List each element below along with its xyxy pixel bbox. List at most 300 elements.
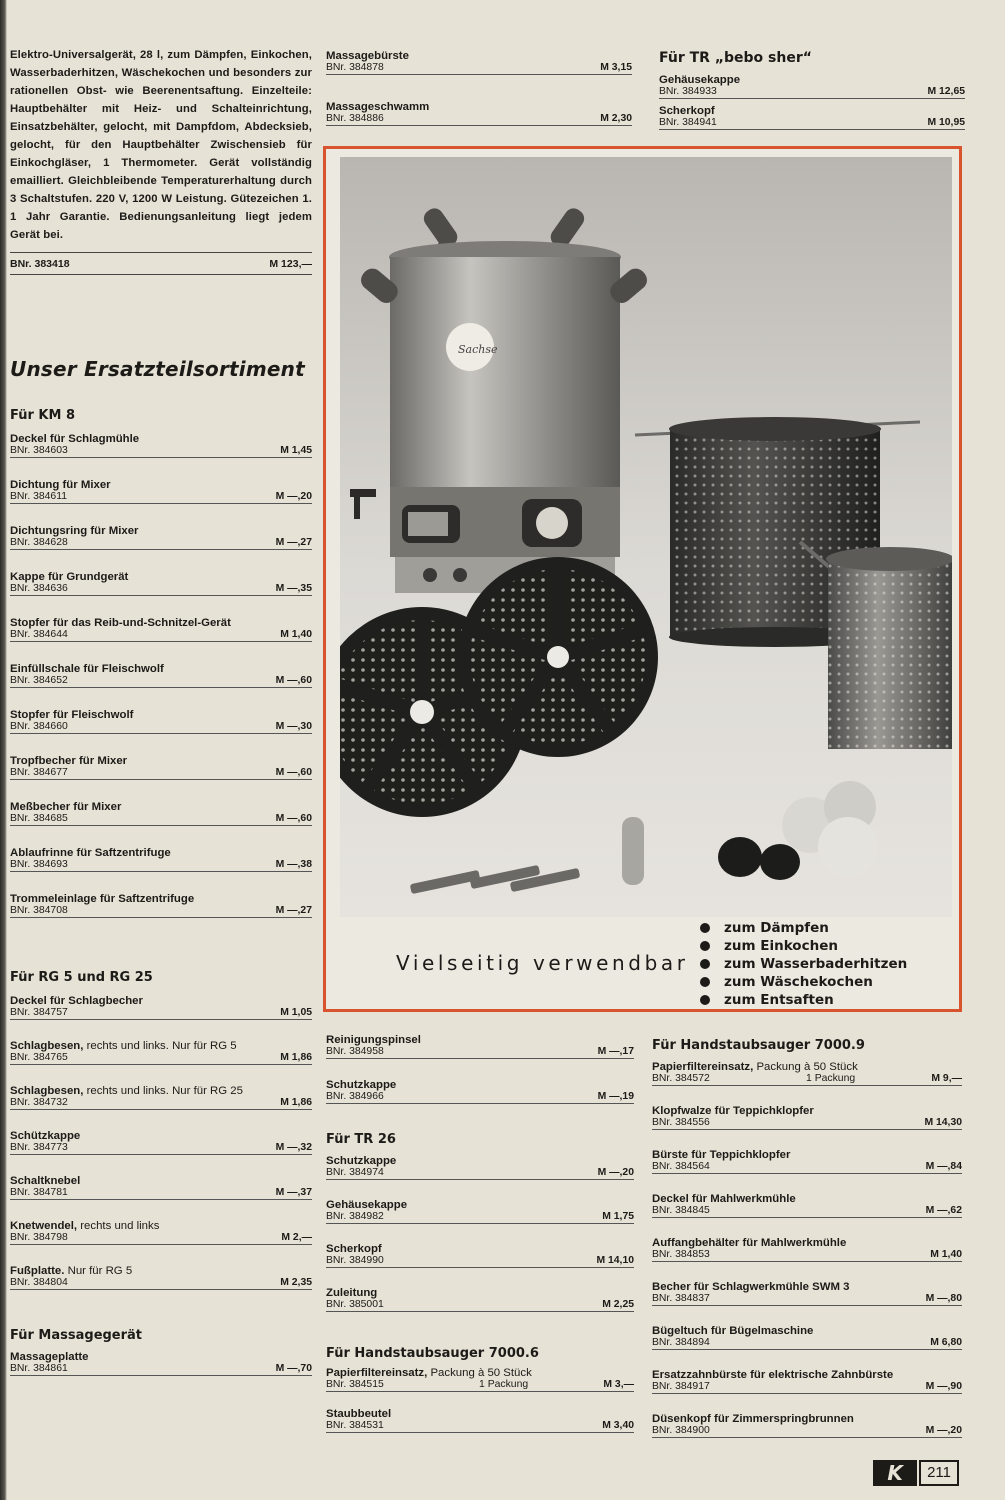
item-order-row <box>10 1363 312 1375</box>
use-item <box>700 937 907 955</box>
order-number: BNr. 384886 <box>326 113 384 124</box>
item-name-text: Kappe für Grundgerät <box>10 571 129 583</box>
list-item <box>10 755 312 780</box>
item-order-row <box>326 113 632 125</box>
item-name-text: Reinigungspinsel <box>326 1034 421 1046</box>
item-note: rechts und links. Nur für RG 25 <box>83 1085 243 1097</box>
group-list-tr26 <box>326 1155 634 1312</box>
order-number: BNr. 384861 <box>10 1363 68 1374</box>
price: M 2,35 <box>280 1277 312 1288</box>
price: M 3,15 <box>600 62 632 73</box>
price: M 3,— <box>603 1379 634 1390</box>
order-number: BNr. 384644 <box>10 629 68 640</box>
price: M 1,45 <box>280 445 312 456</box>
item-name-text: Schutzkappe <box>326 1079 397 1091</box>
bullet-icon <box>700 995 710 1005</box>
price: M —,20 <box>925 1425 962 1436</box>
item-name-text: Einfüllschale für Fleischwolf <box>10 663 164 675</box>
main-pot <box>350 205 651 593</box>
item-order-row <box>652 1425 962 1437</box>
item-name <box>652 1193 962 1205</box>
order-number: BNr. 384765 <box>10 1052 68 1063</box>
order-number: BNr. 384628 <box>10 537 68 548</box>
group-list-7000-9 <box>652 1061 962 1438</box>
price: M 2,— <box>281 1232 312 1243</box>
order-number: BNr. 384798 <box>10 1232 68 1243</box>
price: M 1,40 <box>930 1249 962 1260</box>
item-order-row <box>326 1211 634 1223</box>
order-number: BNr. 384990 <box>326 1255 384 1266</box>
right-top-column <box>659 50 965 130</box>
order-number: BNr. 384982 <box>326 1211 384 1222</box>
price: M —,27 <box>275 537 312 548</box>
order-number: BNr. 384933 <box>659 86 717 97</box>
item-name <box>10 617 312 629</box>
item-order-row <box>10 767 312 779</box>
item-order-row <box>326 1091 634 1103</box>
item-order-row <box>326 1420 634 1432</box>
list-item <box>652 1325 962 1350</box>
group-list-rg <box>10 995 312 1290</box>
list-item <box>652 1149 962 1174</box>
list-item <box>10 1265 312 1290</box>
pack-size: 1 Packung <box>479 1379 529 1390</box>
item-name-text: Massagebürste <box>326 50 409 62</box>
pot-label: Sachse <box>458 343 498 356</box>
list-item <box>10 893 312 918</box>
item-name-text: Ersatzzahnbürste für elektrische Zahnbürste <box>652 1369 894 1381</box>
item-order-row <box>652 1161 962 1173</box>
order-number: BNr. 384781 <box>10 1187 68 1198</box>
item-name-text: Dichtung für Mixer <box>10 479 111 491</box>
group-list-massage <box>10 1351 312 1376</box>
use-text: zum Wäschekochen <box>724 974 873 990</box>
item-name <box>326 1408 634 1420</box>
order-number: BNr. 384515 <box>326 1379 384 1390</box>
list-item <box>10 1130 312 1155</box>
item-name <box>652 1237 962 1249</box>
item-name <box>10 847 312 859</box>
item-name-text: Schaltknebel <box>10 1175 81 1187</box>
price: M —,60 <box>275 813 312 824</box>
order-number: BNr. 384941 <box>659 117 717 128</box>
price: M 1,05 <box>280 1007 312 1018</box>
page-marker <box>873 1460 959 1486</box>
price: M 3,40 <box>602 1420 634 1431</box>
list-item <box>326 1287 634 1312</box>
use-text: zum Wasserbaderhitzen <box>724 956 908 972</box>
item-name <box>10 801 312 813</box>
item-name <box>10 995 312 1007</box>
item-order-row <box>659 117 965 129</box>
item-order-row <box>659 86 965 98</box>
item-order-row <box>326 62 632 74</box>
item-order-row <box>10 1142 312 1154</box>
item-order-row <box>326 1255 634 1267</box>
item-order-row <box>10 675 312 687</box>
group-list-7000-6 <box>326 1367 634 1433</box>
item-name-text: Massageplatte <box>10 1351 89 1363</box>
item-name <box>326 1367 634 1379</box>
order-number: BNr. 384773 <box>10 1142 68 1153</box>
bullet-icon <box>700 977 710 987</box>
item-name <box>10 571 312 583</box>
price: M —,17 <box>597 1046 634 1057</box>
item-note: Nur für RG 5 <box>64 1265 133 1277</box>
order-number: BNr. 384804 <box>10 1277 68 1288</box>
order-number: BNr. 384853 <box>652 1249 710 1260</box>
item-name <box>10 663 312 675</box>
order-number: BNr. 384652 <box>10 675 68 686</box>
item-name-text: Fußplatte. <box>10 1265 65 1277</box>
item-order-row <box>652 1117 962 1129</box>
item-order-row <box>326 1299 634 1311</box>
item-name <box>10 1085 312 1097</box>
item-name-text: Gehäusekappe <box>659 74 741 86</box>
item-order-row <box>652 1293 962 1305</box>
price: M 9,— <box>931 1073 962 1084</box>
page-number: 211 <box>919 1460 959 1486</box>
item-name-text: Schlagbesen, <box>10 1040 84 1052</box>
item-name <box>10 1351 312 1363</box>
item-order-row <box>10 1277 312 1289</box>
order-number: BNr. 384966 <box>326 1091 384 1102</box>
order-number: BNr. 384917 <box>652 1381 710 1392</box>
use-item <box>700 955 907 973</box>
item-note: rechts und links. Nur für RG 5 <box>83 1040 237 1052</box>
item-order-row <box>652 1381 962 1393</box>
group-title-km8: Für KM 8 <box>10 408 76 423</box>
item-note: Packung à 50 Stück <box>753 1061 858 1073</box>
price: M —,20 <box>275 491 312 502</box>
item-name-text: Scherkopf <box>326 1243 382 1255</box>
group-title-rg: Für RG 5 und RG 25 <box>10 970 153 985</box>
mid-top-column <box>326 50 632 126</box>
price: M 10,95 <box>927 117 965 128</box>
item-order-row <box>10 491 312 503</box>
list-item <box>10 995 312 1020</box>
order-number: BNr. 384958 <box>326 1046 384 1057</box>
list-item <box>652 1237 962 1262</box>
item-name-text: Ablaufrinne für Saftzentrifuge <box>10 847 171 859</box>
item-name <box>10 893 312 905</box>
item-name <box>652 1149 962 1161</box>
list-item <box>326 50 632 75</box>
item-name <box>10 433 312 445</box>
list-item <box>326 101 632 126</box>
order-number: BNr. 384611 <box>10 491 67 502</box>
group-title-tr26: Für TR 26 <box>326 1132 396 1147</box>
item-name <box>652 1413 962 1425</box>
order-number: BNr. 384636 <box>10 583 68 594</box>
item-name-text: Schlagbesen, <box>10 1085 84 1097</box>
group-list-km8 <box>10 433 312 918</box>
list-item <box>10 1040 312 1065</box>
item-name <box>10 755 312 767</box>
use-text: zum Entsaften <box>724 992 834 1008</box>
order-number: BNr. 384974 <box>326 1167 384 1178</box>
list-item <box>10 663 312 688</box>
item-name-text: Stopfer für das Reib-und-Schnitzel-Gerät <box>10 617 231 629</box>
item-name-text: Deckel für Schlagmühle <box>10 433 140 445</box>
item-name-text: Meßbecher für Mixer <box>10 801 122 813</box>
price: M —,62 <box>925 1205 962 1216</box>
product-photo-frame <box>323 146 962 1012</box>
price: M —,20 <box>597 1167 634 1178</box>
photo-caption: Vielseitig verwendbar <box>396 951 689 975</box>
item-name-text: Gehäusekappe <box>326 1199 408 1211</box>
group-title-7000-9: Für Handstaubsauger 7000.9 <box>652 1038 865 1053</box>
price: M —,35 <box>275 583 312 594</box>
order-number: BNr. 384693 <box>10 859 68 870</box>
order-number: BNr. 385001 <box>326 1299 384 1310</box>
item-order-row <box>652 1205 962 1217</box>
item-name-text: Tropfbecher für Mixer <box>10 755 128 767</box>
price: M —,38 <box>275 859 312 870</box>
price: M 1,40 <box>280 629 312 640</box>
order-number: BNr. 384732 <box>10 1097 68 1108</box>
item-name-text: Stopfer für Fleischwolf <box>10 709 134 721</box>
order-number: BNr. 384757 <box>10 1007 68 1018</box>
item-order-row <box>326 1046 634 1058</box>
item-order-row <box>10 537 312 549</box>
order-number: BNr. 384564 <box>652 1161 710 1172</box>
use-text: zum Einkochen <box>724 938 838 954</box>
order-number: BNr. 384837 <box>652 1293 710 1304</box>
item-name-text: Trommeleinlage für Saftzentrifuge <box>10 893 195 905</box>
item-name-text: Schutzkappe <box>326 1155 397 1167</box>
price: M 14,10 <box>596 1255 634 1266</box>
item-name-text: Auffangbehälter für Mahlwerkmühle <box>652 1237 847 1249</box>
price: M —,27 <box>275 905 312 916</box>
list-item <box>10 1220 312 1245</box>
item-name-text: Scherkopf <box>659 105 715 117</box>
list-item <box>659 105 965 130</box>
item-name <box>326 1079 634 1091</box>
list-item <box>326 1199 634 1224</box>
order-number: BNr. 384572 <box>652 1073 710 1084</box>
mid-bottom-pre-items <box>326 1034 634 1104</box>
item-name-text: Papierfiltereinsatz, <box>326 1367 428 1379</box>
price: M —,84 <box>925 1161 962 1172</box>
group-title-massage: Für Massagegerät <box>10 1328 143 1343</box>
item-name <box>326 50 632 62</box>
group-list-tr-bebo <box>659 74 965 130</box>
item-order-row <box>10 813 312 825</box>
item-name <box>10 1175 312 1187</box>
item-order-row <box>652 1249 962 1261</box>
group-title-tr-bebo: Für TR „bebo sher“ <box>659 50 812 66</box>
bullet-icon <box>700 923 710 933</box>
list-item <box>659 74 965 99</box>
order-number: BNr. 384708 <box>10 905 68 916</box>
item-name-text: Zuleitung <box>326 1287 378 1299</box>
use-item <box>700 973 907 991</box>
bullet-icon <box>700 941 710 951</box>
order-number: BNr. 384685 <box>10 813 68 824</box>
price: M 2,30 <box>600 113 632 124</box>
price: M —,90 <box>925 1381 962 1392</box>
list-item <box>10 433 312 458</box>
list-item <box>652 1369 962 1394</box>
uses-list <box>700 919 907 1009</box>
price: M —,80 <box>925 1293 962 1304</box>
item-name <box>10 1265 312 1277</box>
list-item <box>652 1193 962 1218</box>
section-title: Unser Ersatzteilsortiment <box>10 357 305 381</box>
pack-size: 1 Packung <box>806 1073 856 1084</box>
item-name-text: Schützkappe <box>10 1130 81 1142</box>
item-order-row <box>10 1187 312 1199</box>
price: M 14,30 <box>924 1117 962 1128</box>
list-item <box>326 1079 634 1104</box>
price: M 6,80 <box>930 1337 962 1348</box>
use-item <box>700 919 907 937</box>
order-number: BNr. 384894 <box>652 1337 710 1348</box>
perforated-disc-right <box>458 557 658 757</box>
order-number: BNr. 384845 <box>652 1205 710 1216</box>
right-bottom-column <box>652 1038 962 1438</box>
mid-bottom-column <box>326 1034 634 1433</box>
order-number: BNr. 384878 <box>326 62 384 73</box>
list-item <box>652 1061 962 1086</box>
list-item <box>652 1281 962 1306</box>
price: M 12,65 <box>927 86 965 97</box>
item-order-row <box>652 1073 962 1085</box>
price: M —,32 <box>275 1142 312 1153</box>
item-name <box>10 1040 312 1052</box>
item-name <box>652 1061 962 1073</box>
publisher-logo: K <box>873 1460 917 1486</box>
item-name-text: Staubbeutel <box>326 1408 392 1420</box>
item-name <box>10 709 312 721</box>
scan-edge <box>0 0 7 1500</box>
product-order-row <box>10 252 312 275</box>
item-name <box>326 1287 634 1299</box>
list-item <box>10 1351 312 1376</box>
list-item <box>10 1085 312 1110</box>
item-order-row <box>10 1052 312 1064</box>
list-item <box>10 617 312 642</box>
item-order-row <box>10 905 312 917</box>
item-order-row <box>10 445 312 457</box>
item-order-row <box>10 1232 312 1244</box>
price: M —,70 <box>275 1363 312 1374</box>
product-photo <box>340 157 952 917</box>
item-name <box>326 1243 634 1255</box>
item-order-row <box>10 859 312 871</box>
order-number: BNr. 384677 <box>10 767 68 778</box>
item-name-text: Bügeltuch für Bügelmaschine <box>652 1325 814 1337</box>
order-number: BNr. 384531 <box>326 1420 384 1431</box>
order-number: BNr. 384556 <box>652 1117 710 1128</box>
item-order-row <box>326 1167 634 1179</box>
item-name <box>326 1155 634 1167</box>
item-name-text: Klopfwalze für Teppichklopfer <box>652 1105 814 1117</box>
item-name <box>652 1369 962 1381</box>
price: M —,19 <box>597 1091 634 1102</box>
price: M —,37 <box>275 1187 312 1198</box>
price: M 2,25 <box>602 1299 634 1310</box>
item-name-text: Papierfiltereinsatz, <box>652 1061 754 1073</box>
group-title-7000-6: Für Handstaubsauger 7000.6 <box>326 1346 539 1361</box>
left-column <box>10 46 312 1376</box>
item-name <box>659 74 965 86</box>
item-name <box>659 105 965 117</box>
list-item <box>652 1413 962 1438</box>
list-item <box>10 801 312 826</box>
list-item <box>326 1155 634 1180</box>
list-item <box>10 479 312 504</box>
item-order-row <box>10 721 312 733</box>
item-name-text: Massageschwamm <box>326 101 430 113</box>
item-name-text: Deckel für Mahlwerkmühle <box>652 1193 796 1205</box>
list-item <box>10 709 312 734</box>
item-name <box>326 1199 634 1211</box>
price: M 123,— <box>269 258 312 270</box>
price: M 1,86 <box>280 1097 312 1108</box>
item-name-text: Dichtungsring für Mixer <box>10 525 139 537</box>
list-item <box>10 571 312 596</box>
order-number: BNr. 383418 <box>10 258 70 270</box>
list-item <box>10 1175 312 1200</box>
item-name <box>652 1105 962 1117</box>
item-note: rechts und links <box>77 1220 160 1232</box>
item-name <box>10 479 312 491</box>
item-name <box>652 1325 962 1337</box>
list-item <box>326 1367 634 1392</box>
price: M —,30 <box>275 721 312 732</box>
price: M 1,86 <box>280 1052 312 1063</box>
bullet-icon <box>700 959 710 969</box>
product-description: Elektro-Universalgerät, 28 l, zum Dämpfen, Einkochen, Wasserbaderhitzen, Wäschekochen und besonders zur rationellen Obst- wie Beerenentsaftung. Einzelteile: Hauptbehälter mit Heiz- und Schalteinrichtung, Einsatzbehälter, gelocht, mit Dampfdom, Abdecksieb, gelocht, für den Hauptbehälter Zwischensieb für Einkochgläser, 1 Thermometer. Gerät vollständig emailliert. Gleichbleibende Temperaturerhaltung durch 3 Schaltstufen. 220 V, 1200 W Leistung. Gütezeichen 1. 1 Jahr Garantie. Bedienungsanleitung liegt jedem Gerät bei. <box>10 49 312 241</box>
price: M —,60 <box>275 675 312 686</box>
item-order-row <box>10 629 312 641</box>
item-note: Packung à 50 Stück <box>427 1367 532 1379</box>
list-item <box>652 1105 962 1130</box>
use-text: zum Dämpfen <box>724 920 829 936</box>
item-order-row <box>10 1097 312 1109</box>
item-name-text: Becher für Schlagwerkmühle SWM 3 <box>652 1281 850 1293</box>
item-name <box>10 1220 312 1232</box>
order-number: BNr. 384660 <box>10 721 68 732</box>
list-item <box>10 847 312 872</box>
list-item <box>10 525 312 550</box>
price: M —,60 <box>275 767 312 778</box>
item-order-row <box>652 1337 962 1349</box>
item-name-text: Knetwendel, <box>10 1220 78 1232</box>
order-number: BNr. 384900 <box>652 1425 710 1436</box>
list-item <box>326 1408 634 1433</box>
list-item <box>326 1243 634 1268</box>
item-order-row <box>10 1007 312 1019</box>
item-name <box>326 101 632 113</box>
stopper <box>622 817 644 885</box>
use-item <box>700 991 907 1009</box>
item-order-row <box>326 1379 634 1391</box>
list-item <box>326 1034 634 1059</box>
item-name <box>10 1130 312 1142</box>
price: M 1,75 <box>602 1211 634 1222</box>
item-name-text: Düsenkopf für Zimmerspringbrunnen <box>652 1413 854 1425</box>
item-name <box>10 525 312 537</box>
item-name <box>326 1034 634 1046</box>
item-name <box>652 1281 962 1293</box>
order-number: BNr. 384603 <box>10 445 68 456</box>
item-order-row <box>10 583 312 595</box>
item-name-text: Deckel für Schlagbecher <box>10 995 143 1007</box>
item-name-text: Bürste für Teppichklopfer <box>652 1149 791 1161</box>
